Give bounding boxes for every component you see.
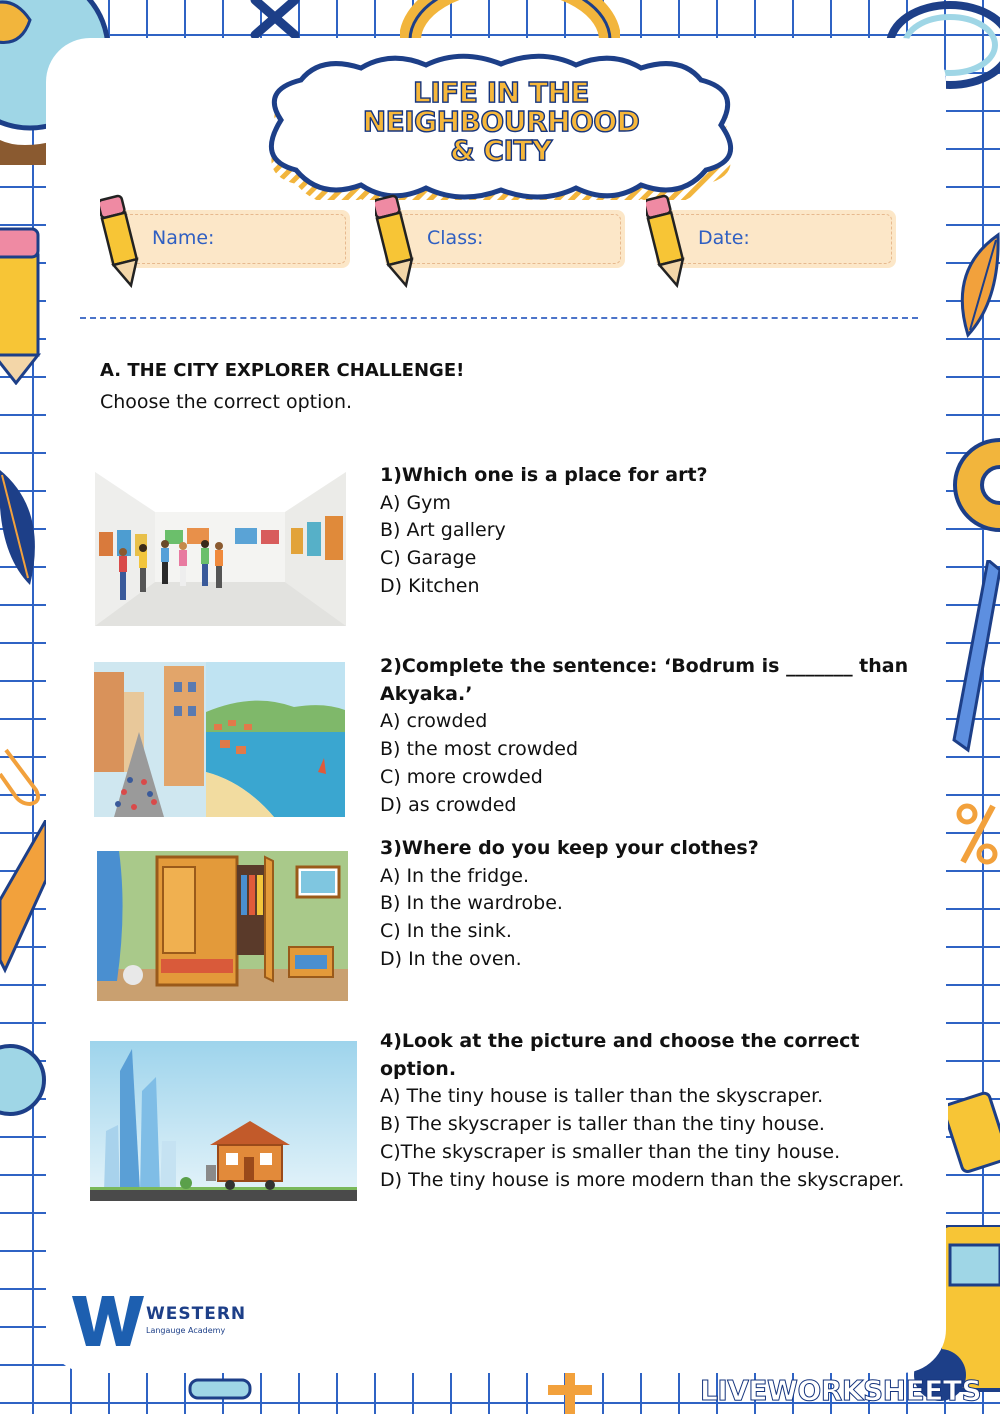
- pencil-icon: [646, 192, 692, 290]
- question-4-option-b[interactable]: B) The skyscraper is taller than the tiny house.: [380, 1113, 825, 1136]
- question-2-option-a[interactable]: A) crowded: [380, 710, 488, 733]
- section-instruction: Choose the correct option.: [100, 391, 353, 413]
- date-label: Date:: [698, 227, 750, 249]
- class-label: Class:: [427, 227, 484, 249]
- question-3-option-b[interactable]: B) In the wardrobe.: [380, 892, 563, 915]
- crayon-decoration: [948, 560, 1000, 760]
- question-2-option-c[interactable]: C) more crowded: [380, 765, 543, 788]
- percent-sign-decoration: [955, 800, 1000, 870]
- magnifier-decoration: [0, 1030, 46, 1140]
- question-1-option-d[interactable]: D) Kitchen: [380, 574, 480, 597]
- liveworksheets-watermark: LIVEWORKSHEETS: [700, 1374, 982, 1407]
- question-4: [380, 1028, 925, 1194]
- question-2: [380, 653, 925, 819]
- question-1-option-b[interactable]: B) Art gallery: [380, 519, 506, 542]
- logo-name: WESTERN: [146, 1304, 247, 1324]
- cross-shape-decoration: [250, 0, 300, 40]
- question-3-option-c[interactable]: C) In the sink.: [380, 920, 512, 943]
- question-2-option-d[interactable]: D) as crowded: [380, 793, 517, 816]
- clip-decoration: [0, 740, 46, 810]
- question-1: [380, 462, 925, 601]
- question-3-stem: 3)Where do you keep your clothes?: [380, 837, 759, 859]
- pen-left-decoration: [0, 820, 46, 980]
- question-2-stem: 2)Complete the sentence: ‘Bodrum is _______ than Akyaka.’: [380, 655, 909, 705]
- title-line-1: LIFE IN THE: [412, 76, 590, 109]
- title-line-2: NEIGHBOURHOOD: [362, 105, 640, 138]
- gear-decoration: [948, 430, 1000, 540]
- class-field[interactable]: [385, 210, 625, 268]
- question-4-option-c[interactable]: C)The skyscraper is smaller than the tiny house.: [380, 1140, 841, 1163]
- name-field[interactable]: [110, 210, 350, 268]
- title-line-3: & CITY: [450, 134, 552, 167]
- question-1-option-c[interactable]: C) Garage: [380, 547, 477, 570]
- question-1-option-a[interactable]: A) Gym: [380, 491, 451, 514]
- question-3-option-d[interactable]: D) In the oven.: [380, 947, 522, 970]
- section-title: A. THE CITY EXPLORER CHALLENGE!: [100, 360, 465, 381]
- question-4-option-a[interactable]: A) The tiny house is taller than the skyscraper.: [380, 1085, 824, 1108]
- rainbow-decoration: [400, 0, 620, 40]
- cross-bottom-decoration: [540, 1370, 600, 1414]
- question-3: [380, 835, 925, 974]
- worksheet-sheet: [46, 38, 946, 1373]
- worksheet-title: [251, 78, 751, 165]
- art-gallery-picture: [95, 472, 346, 626]
- dashed-divider: [80, 317, 918, 319]
- leaf-right-decoration: [948, 230, 1000, 340]
- logo-subtitle: Langauge Academy: [146, 1326, 226, 1335]
- pencil-icon: [375, 192, 421, 290]
- question-1-stem: 1)Which one is a place for art?: [380, 464, 708, 486]
- western-logo: [72, 1290, 252, 1350]
- title-banner: [251, 50, 751, 200]
- question-3-option-a[interactable]: A) In the fridge.: [380, 864, 529, 887]
- leaf-left-decoration: [0, 460, 48, 590]
- question-2-option-b[interactable]: B) the most crowded: [380, 738, 579, 761]
- pencil-left-decoration: [0, 225, 46, 385]
- question-4-option-d[interactable]: D) The tiny house is more modern than the skyscraper.: [380, 1168, 905, 1191]
- question-4-stem: 4)Look at the picture and choose the correct option.: [380, 1030, 860, 1080]
- eraser-decoration: [948, 1090, 1000, 1180]
- w-logo-mark: [72, 1292, 144, 1348]
- ruler-bottom-decoration: [180, 1376, 260, 1414]
- name-label: Name:: [152, 227, 215, 249]
- date-field[interactable]: [656, 210, 896, 268]
- skyscraper-and-tiny-house-picture: [90, 1041, 357, 1201]
- wardrobe-room-picture: [97, 851, 348, 1001]
- busy-town-and-beach-picture: [94, 662, 345, 817]
- pencil-icon: [100, 192, 146, 290]
